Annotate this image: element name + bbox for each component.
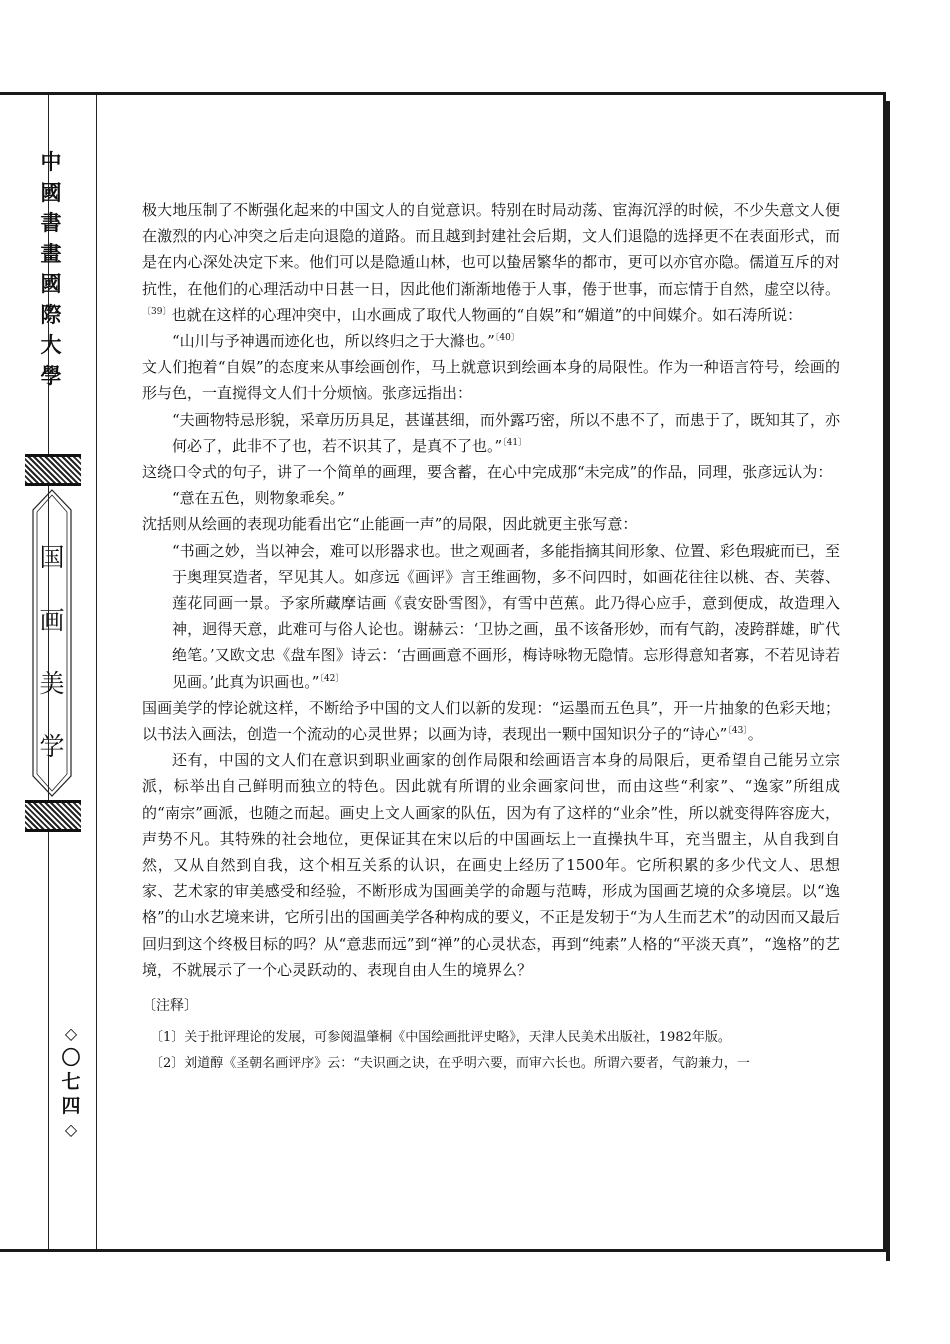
school-char: 學 (40, 362, 62, 388)
footnote-ref: 〔42〕 (319, 673, 345, 684)
notes-heading: 〔注释〕 (142, 998, 198, 1015)
footnote-ref: 〔39〕 (142, 306, 172, 317)
book-title-char: 画 (39, 606, 65, 635)
diamond-ornament-icon: ◇ (64, 1120, 78, 1139)
book-title-char: 学 (39, 732, 65, 761)
footnote-ref: 〔43〕 (727, 726, 748, 737)
school-char: 際 (40, 301, 62, 327)
paragraph: 还有，中国的文人们在意识到职业画家的创作局限和绘画语言本身的局限后，更希望自己能另立宗派，标举出自己鲜明而独立的特色。因此就有所谓的业余画家问世，而由这些“利家”、“逸家”所组成的“南宗”画派，也随之而起。画史上文人画家的队伍，因为有了这样的“业余”性，所以就变得阵容庞大，声势不凡。其特殊的社会地位，更保证其在宋以后的中国画坛上一直操执牛耳，充当盟主，从自我到自然，又从自然到自我，这个相互关系的认识，在画史上经历了1500年。它所积累的多少代文人、思想家、艺术家的审美感受和经验，不断形成为国画美学的命题与范畴，形成为国画艺境的众多境层。以“逸格”的山水艺境来讲，它所引出的国画美学各种构成的要义，不正是发轫于“为人生而艺术”的动因而又最后回归到这个终极目标的吗？从“意悲而远”到“禅”的心灵状态，再到“纯素”人格的“平淡天真”，“逸格”的艺境，不就展示了一个心灵跃动的、表现自由人生的境界么？ (142, 751, 841, 979)
school-char: 國 (40, 179, 62, 205)
page-number-char: 七 (61, 1071, 81, 1093)
school-char: 大 (40, 332, 62, 357)
paragraph-text: 极大地压制了不断强化起来的中国文人的自觉意识。特别在时局动荡、宦海沉浮的时候，不少失意文人便在激烈的内心冲突之后走向退隐的道路。而且越到封建社会后期，文人们退隐的选择更不在表面形式，而是在内心深处决定下来。他们可以是隐遁山林，也可以蛰居繁华的都市，更可以亦官亦隐。儒道互斥的对抗性，在他们的心理活动中日甚一日，因此他们渐渐地倦于人事，倦于世事，而忘情于自然，虚空以待。 (142, 201, 840, 298)
book-title-char: 美 (39, 669, 65, 698)
block-quote (142, 407, 840, 459)
paragraph: 文人们抱着“自娱”的态度来从事绘画创作，马上就意识到绘画本身的局限性。作为一种语言符号，绘画的形与色，一直搅得文人们十分烦恼。张彦远指出： (142, 358, 840, 403)
paragraph (142, 197, 840, 328)
block-quote (142, 328, 840, 354)
diamond-ornament-icon: ◇ (64, 1024, 78, 1043)
block-quote: “意在五色，则物象乖矣。” (172, 489, 345, 508)
footnote-ref: 〔41〕 (502, 437, 528, 448)
page-number-vertical (40, 1022, 102, 1142)
page-number-char: 四 (61, 1095, 81, 1117)
footnote-ref: 〔40〕 (494, 333, 520, 344)
paragraph: 沈括则从绘画的表现功能看出它“止能画一声”的局限，因此就更主张写意： (142, 515, 638, 534)
school-char: 書 (40, 210, 62, 235)
paragraph-text: 国画美学的悖论就这样，不断给予中国的文人们以新的发现：“运墨而五色具”，开一片抽象的色彩天地；以书法入画法，创造一个流动的心灵世界；以画为诗，表现出一颗中国知识分子的“诗心” (142, 698, 840, 744)
paragraph-text: 也就在这样的心理冲突中，山水画成了取代人物画的“自娱”和“媚道”的中间媒介。如石涛所说： (171, 305, 803, 324)
ornament-band-bottom (25, 800, 81, 832)
school-char: 中 (40, 149, 62, 174)
school-char: 畫 (40, 240, 62, 266)
main-text (142, 197, 840, 1077)
page-number-char: 〇 (61, 1047, 81, 1069)
paragraph-text: 。 (747, 725, 763, 744)
block-quote (142, 538, 840, 695)
school-char: 國 (40, 271, 62, 296)
footnote: 〔1〕关于批评理论的发展，可参阅温肇桐《中国绘画批评史略》，天津人民美术出版社，1982年版。 (150, 1030, 731, 1046)
quote-text: “夫画物特忌形貌，采章历历具足，甚谨甚细，而外露巧密，所以不患不了，而患于了，既知其了，亦何必了，此非不了也，若不识其了，是真不了也。” (172, 410, 840, 455)
school-name-vertical (28, 147, 74, 391)
ornament-band-top (25, 454, 81, 486)
paragraph: 这绕口令式的句子，讲了一个简单的画理，要含蓄，在心中完成那“未完成”的作品，同理，张彦远认为： (142, 463, 833, 482)
book-title-char: 国 (39, 543, 65, 572)
paragraph (142, 695, 840, 747)
quote-text: “山川与予神遇而迹化也，所以终归之于大滌也。” (172, 332, 495, 351)
quote-text: “书画之妙，当以神会，难可以形器求也。世之观画者，多能指摘其间形象、位置、彩色瑕疵而已，至于奥理冥造者，罕见其人。如彦远《画评》言王维画物，多不问四时，如画花往往以桃、杏、芙蓉、莲花同画一景。予家所藏摩诘画《袁安卧雪图》，有雪中芭蕉。此乃得心应手，意到便成，故造理入神，迥得天意，此难可与俗人论也。谢赫云：‘卫协之画，虽不该备形妙，而有气韵，凌跨群雄，旷代绝笔。’又欧文忠《盘车图》诗云：‘古画画意不画形，梅诗咏物无隐情。忘形得意知者寡，不若见诗若见画。’此真为识画也。” (172, 541, 840, 691)
footnote: 〔2〕刘道醇《圣朝名画评序》云：“夫识画之诀，在乎明六要，而审六长也。所谓六要者，气韵兼力，一 (150, 1056, 750, 1072)
book-title-cartouche (31, 488, 73, 798)
